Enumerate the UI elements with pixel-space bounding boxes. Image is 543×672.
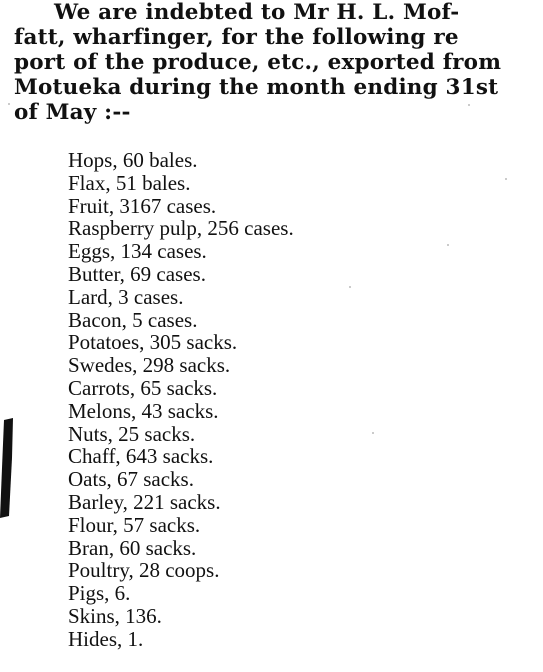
list-item: Lard, 3 cases. <box>68 284 184 309</box>
ink-smudge <box>0 418 14 518</box>
list-item: Flax, 51 bales. <box>68 170 191 195</box>
print-speck <box>447 244 449 246</box>
list-item: Hides, 1. <box>68 626 144 651</box>
list-item: Raspberry pulp, 256 cases. <box>68 216 294 241</box>
list-item: Swedes, 298 sacks. <box>68 353 231 378</box>
list-item: Chaff, 643 sacks. <box>68 444 214 469</box>
list-item: Hops, 60 bales. <box>68 148 198 172</box>
list-item: Eggs, 134 cases. <box>68 239 207 264</box>
intro-line: We are indebted to Mr H. L. Mof- <box>54 0 460 25</box>
list-item: Melons, 43 sacks. <box>68 398 219 423</box>
list-item: Barley, 221 sacks. <box>68 489 221 514</box>
list-item: Bran, 60 sacks. <box>68 535 197 560</box>
print-speck <box>372 432 374 434</box>
list-item: Fruit, 3167 cases. <box>68 193 217 218</box>
list-item: Potatoes, 305 sacks. <box>68 330 238 355</box>
list-item: Butter, 69 cases. <box>68 261 206 286</box>
list-item: Skins, 136. <box>68 603 162 628</box>
list-item: Flour, 57 sacks. <box>68 512 201 537</box>
list-item: Pigs, 6. <box>68 581 131 606</box>
print-speck <box>468 104 470 106</box>
list-item: Nuts, 25 sacks. <box>68 421 196 446</box>
list-item: Bacon, 5 cases. <box>68 307 198 332</box>
list-item: Oats, 67 sacks. <box>68 467 194 492</box>
print-speck <box>8 103 10 105</box>
list-item: Carrots, 65 sacks. <box>68 375 218 400</box>
intro-line: port of the produce, etc., exported from <box>14 50 502 75</box>
intro-line: of May :-- <box>14 100 131 125</box>
print-speck <box>505 178 507 180</box>
intro-line: fatt, wharfinger, for the following re <box>14 25 459 50</box>
produce-list <box>68 149 294 651</box>
intro-paragraph <box>14 0 543 125</box>
print-speck <box>349 286 351 288</box>
list-item: Poultry, 28 coops. <box>68 558 220 583</box>
intro-line: Motueka during the month ending 31st <box>14 75 499 100</box>
